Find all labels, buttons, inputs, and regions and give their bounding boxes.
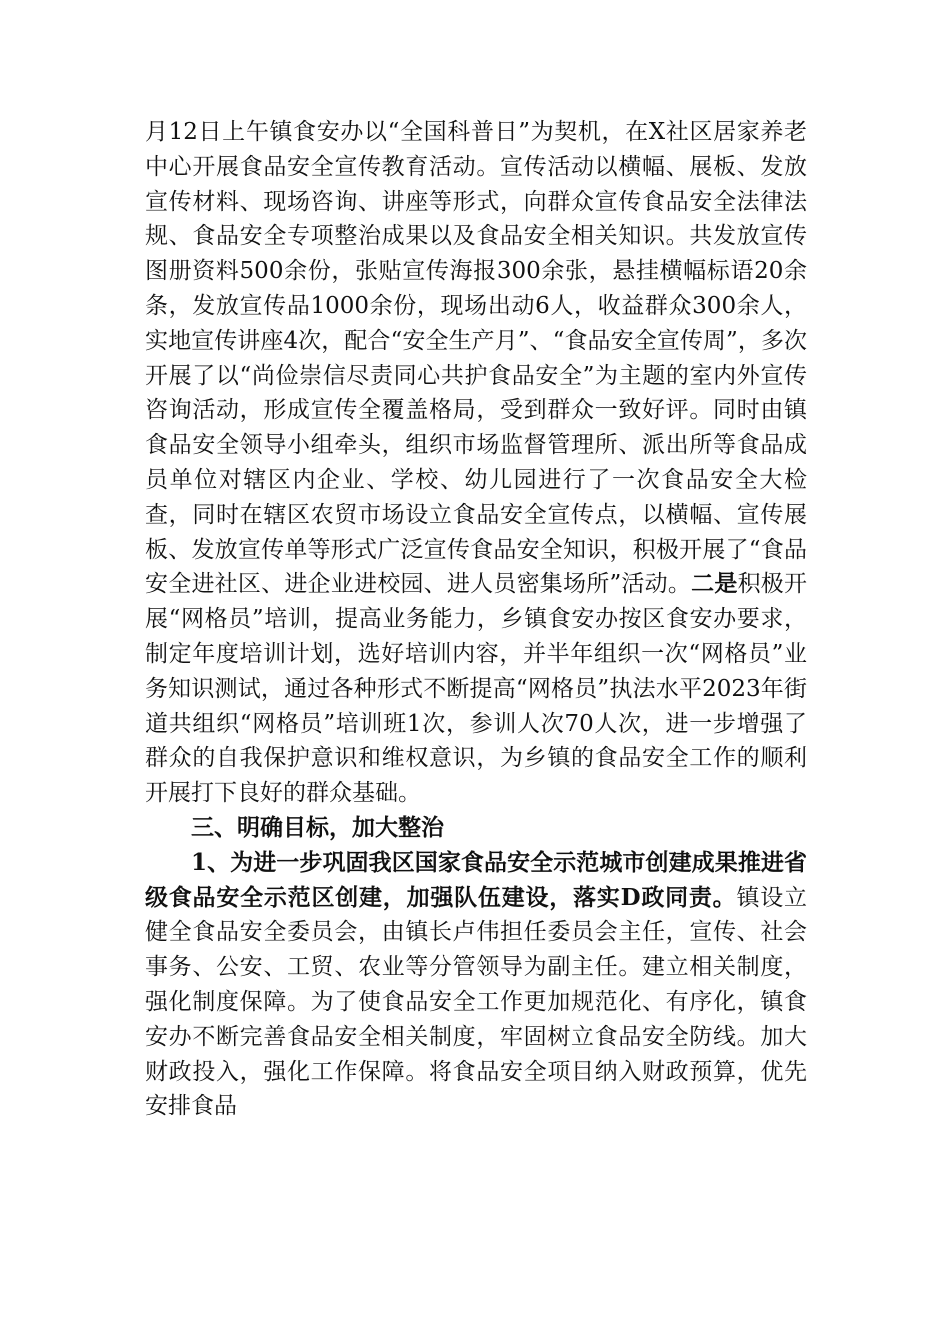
paragraph-text: 镇设立健全食品安全委员会，由镇长卢伟担任委员会主任，宣传、社会事务、公安、工贸、农业等分管领导为副主任。建立相关制度，强化制度保障。为了使食品安全工作更加规范化、有序化，镇食安办不断完善食品安全相关制度，牢固树立食品安全防线。加大财政投入，强化工作保障。将食品安全项目纳入财政预算，优先安排食品 <box>145 884 807 1120</box>
paragraph-text: 月12日上午镇食安办以“全国科普日”为契机，在X社区居家养老中心开展食品安全宣传教育活动。宣传活动以横幅、展板、发放宣传材料、现场咨询、讲座等形式，向群众宣传食品安全法律法规、食品安全专项整治成果以及食品安全相关知识。共发放宣传图册资料500余份，张贴宣传海报300余张，悬挂横幅标语20余条，发放宣传品1000余份，现场出动6人，收益群众300余人，实地宣传讲座4次，配合“安全生产月”、“食品安全宣传周”，多次开展了以“尚俭崇信尽责同心共护食品安全”为主题的室内外宣传咨询活动，形成宣传全覆盖格局，受到群众一致好评。同时由镇食品安全领导小组牵头，组织市场监督管理所、派出所等食品成员单位对辖区内企业、学校、幼儿园进行了一次食品安全大检查，同时在辖区农贸市场设立食品安全宣传点，以横幅、宣传展板、发放宣传单等形式广泛宣传食品安全知识，积极开展了“食品安全进社区、进企业进校园、进人员密集场所”活动。 <box>145 119 807 598</box>
bold-lead-text: 1、为进一步巩固我区国家食品安全示范城市创建成果推进省级食品安全示范区创建，加强队伍建设，落实D政同责。 <box>145 848 807 911</box>
section-heading: 三、明确目标，加大整治 <box>191 814 444 841</box>
paragraph-continuation <box>145 115 807 811</box>
paragraph-text: 积极开展“网格员”培训，提高业务能力，乡镇食安办按区食安办要求，制定年度培训计划，选好培训内容，并半年组织一次“网格员”业务知识测试，通过各种形式不断提高“网格员”执法水平2023年街道共组织“网格员”培训班1次，参训人次70人次，进一步增强了群众的自我保护意识和维权意识，为乡镇的食品安全工作的顺利开展打下良好的群众基础。 <box>145 571 808 807</box>
paragraph <box>145 846 807 1124</box>
bold-lead-text: 二是 <box>691 570 738 598</box>
document-body <box>145 115 807 1124</box>
